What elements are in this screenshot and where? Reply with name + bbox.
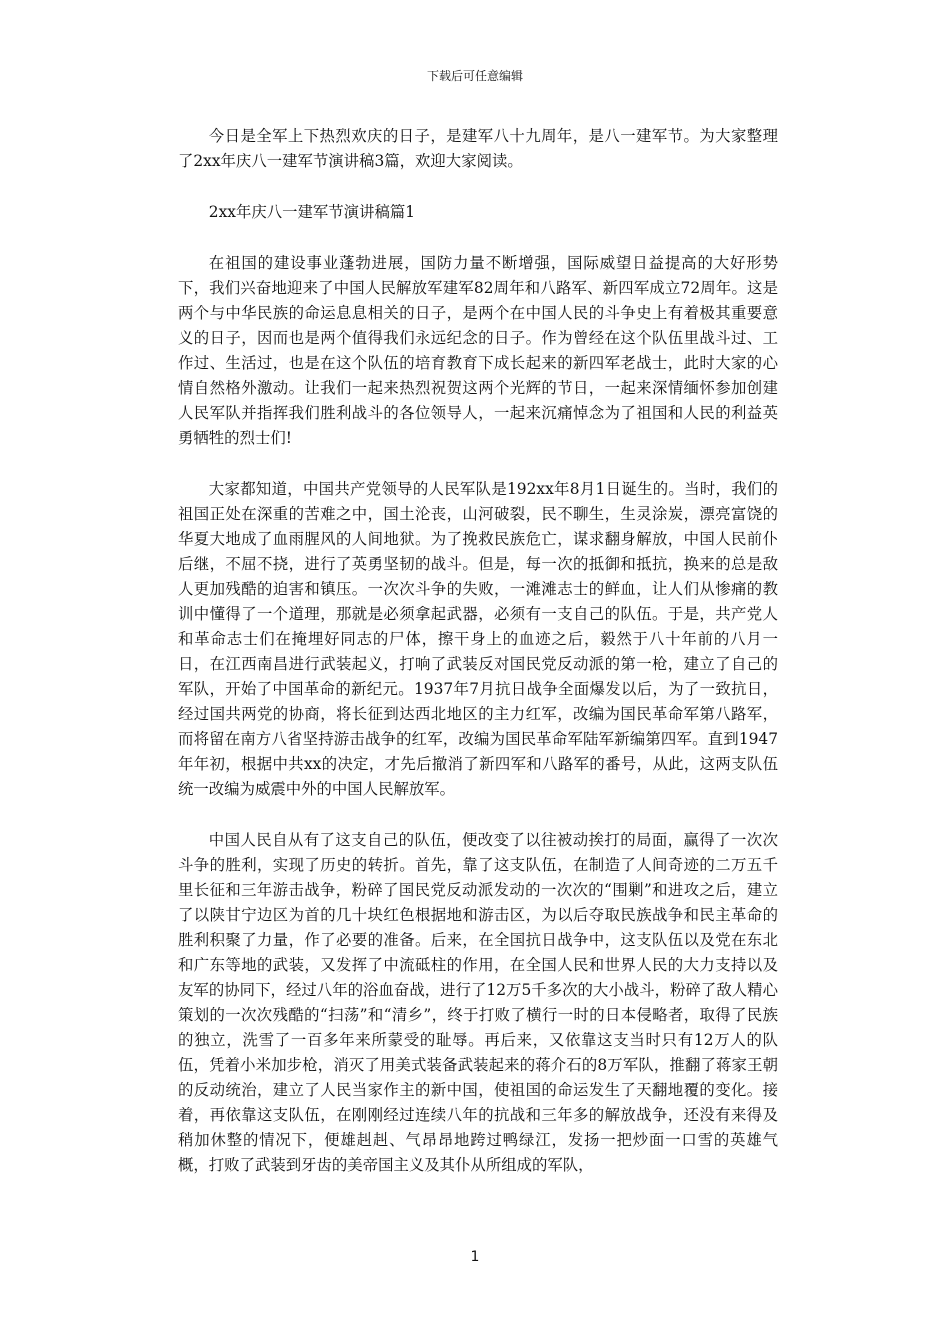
body-paragraph: 大家都知道，中国共产党领导的人民军队是192xx年8月1日诞生的。当时，我们的祖国正处在深重的苦难之中，国土沦丧，山河破裂，民不聊生，生灵涂炭，漂亮富饶的华夏大地成了血雨腥风的人间地狱。为了挽救民族危亡，谋求翻身解放，中国人民前仆后继，不屈不挠，进行了英勇坚韧的战斗。但是，每一次的抵御和抵抗，换来的总是敌人更加残酷的迫害和镇压。一次次斗争的失败，一滩滩志士的鲜血，让人们从惨痛的教训中懂得了一个道理，那就是必须拿起武器，必须有一支自己的队伍。于是，共产党人和革命志士们在掩埋好同志的尸体，擦干身上的血迹之后，毅然于八十年前的八月一日，在江西南昌进行武装起义，打响了武装反对国民党反动派的第一枪，建立了自己的军队，开始了中国革命的新纪元。1937年7月抗日战争全面爆发以后，为了一致抗日，经过国共两党的协商，将长征到达西北地区的主力红军，改编为国民革命军第八路军，而将留在南方八省坚持游击战争的红军，改编为国民革命军陆军新编第四军。直到1947年年初，根据中共xx的决定，才先后撤消了新四军和八路军的番号，从此，这两支队伍统一改编为威震中外的中国人民解放军。 (178, 480, 778, 798)
body-paragraph: 中国人民自从有了这支自己的队伍，便改变了以往被动挨打的局面，赢得了一次次斗争的胜利，实现了历史的转折。首先，靠了这支队伍，在制造了人间奇迹的二万五千里长征和三年游击战争，粉碎了国民党反动派发动的一次次的“围剿”和进攻之后，建立了以陕甘宁边区为首的几十块红色根据地和游击区，为以后夺取民族战争和民主革命的胜利积聚了力量，作了必要的准备。后来，在全国抗日战争中，这支队伍以及党在东北和广东等地的武装，又发挥了中流砥柱的作用，在全国人民和世界人民的大力支持以及友军的协同下，经过八年的浴血奋战，进行了12万5千多次的大小战斗，粉碎了敌人精心策划的一次次残酷的“扫荡”和“清乡”，终于打败了横行一时的日本侵略者，取得了民族的独立，洗雪了一百多年来所蒙受的耻辱。再后来，又依靠这支当时只有12万人的队伍，凭着小米加步枪，消灭了用美式装备武装起来的蒋介石的8万军队，推翻了蒋家王朝的反动统治，建立了人民当家作主的新中国，使祖国的命运发生了天翻地覆的变化。接着，再依靠这支队伍，在刚刚经过连续八年的抗战和三年多的解放战争，还没有来得及稍加休整的情况下，便雄赳赳、气昂昂地跨过鸭绿江，发扬一把炒面一口雪的英雄气概，打败了武装到牙齿的美帝国主义及其仆从所组成的军队， (178, 831, 778, 1174)
intro-paragraph: 今日是全军上下热烈欢庆的日子，是建军八十九周年，是八一建军节。为大家整理了2xx年庆八一建军节演讲稿3篇，欢迎大家阅读。 (178, 127, 778, 170)
section-title: 2xx年庆八一建军节演讲稿篇1 (208, 203, 416, 221)
document-body (178, 124, 778, 1204)
header-note: 下载后可任意编辑 (426, 69, 523, 83)
body-paragraph: 在祖国的建设事业蓬勃进展，国防力量不断增强，国际威望日益提高的大好形势下，我们兴奋地迎来了中国人民解放军建军82周年和八路军、新四军成立72周年。这是两个与中华民族的命运息息相关的日子，是两个在中国人民的斗争史上有着极其重要意义的日子，因而也是两个值得我们永远纪念的日子。作为曾经在这个队伍里战斗过、工作过、生活过，也是在这个队伍的培育教育下成长起来的新四军老战士，此时大家的心情自然格外激动。让我们一起来热烈祝贺这两个光辉的节日，一起来深情缅怀参加创建人民军队并指挥我们胜利战斗的各位领导人，一起来沉痛悼念为了祖国和人民的利益英勇牺牲的烈士们! (178, 254, 778, 447)
page-number: 1 (470, 1249, 480, 1265)
